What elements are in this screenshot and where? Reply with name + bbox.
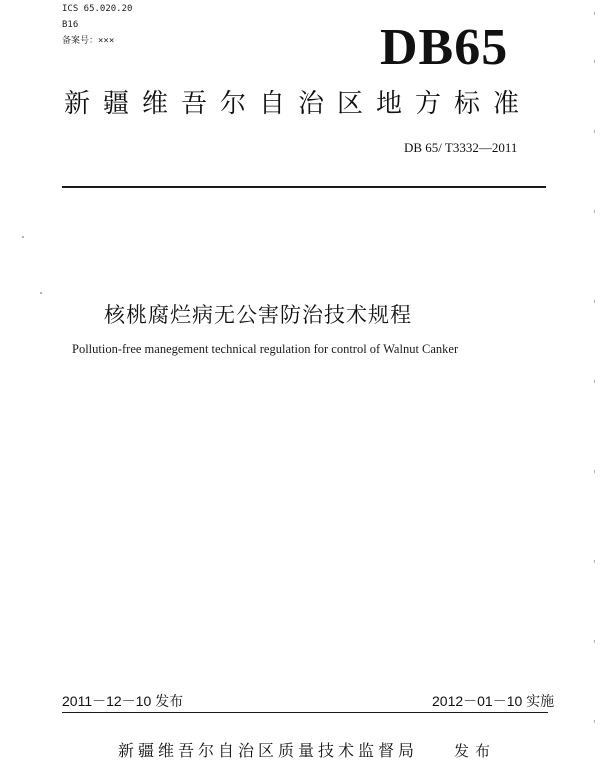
- scan-edge-mark: [594, 380, 595, 383]
- scan-edge-mark: [594, 300, 595, 303]
- scan-edge-mark: [594, 640, 595, 643]
- header-divider: [62, 186, 546, 188]
- standard-title: 新疆维吾尔自治区地方标准: [64, 89, 533, 119]
- footer-divider: [62, 712, 548, 713]
- scan-edge-mark: [594, 12, 595, 15]
- document-title-en: Pollution-free manegement technical regulation for control of Walnut Canker: [72, 342, 459, 356]
- issue-action: 发布: [454, 742, 497, 760]
- record-number: 备案号：×××: [62, 36, 115, 46]
- standard-code-logo: DB65: [380, 19, 509, 76]
- scan-speck: [22, 236, 24, 238]
- scan-edge-mark: [594, 720, 595, 723]
- issuing-authority: 新疆维吾尔自治区质量技术监督局: [118, 741, 419, 760]
- scan-edge-mark: [594, 130, 595, 133]
- scan-speck: [40, 292, 42, 294]
- implementation-date: 2012－01－10 实施: [432, 693, 555, 709]
- document-title-cn: 核桃腐烂病无公害防治技术规程: [104, 303, 412, 327]
- issue-date: 2011－12－10 发布: [62, 693, 184, 709]
- standard-number: DB 65/ T3332—2011: [404, 140, 518, 155]
- classification-code: B16: [62, 20, 79, 30]
- scan-edge-mark: [594, 470, 595, 473]
- scan-edge-mark: [594, 210, 595, 213]
- scan-edge-mark: [594, 60, 595, 63]
- ics-code: ICS 65.020.20: [62, 4, 133, 14]
- scan-edge-mark: [594, 560, 595, 563]
